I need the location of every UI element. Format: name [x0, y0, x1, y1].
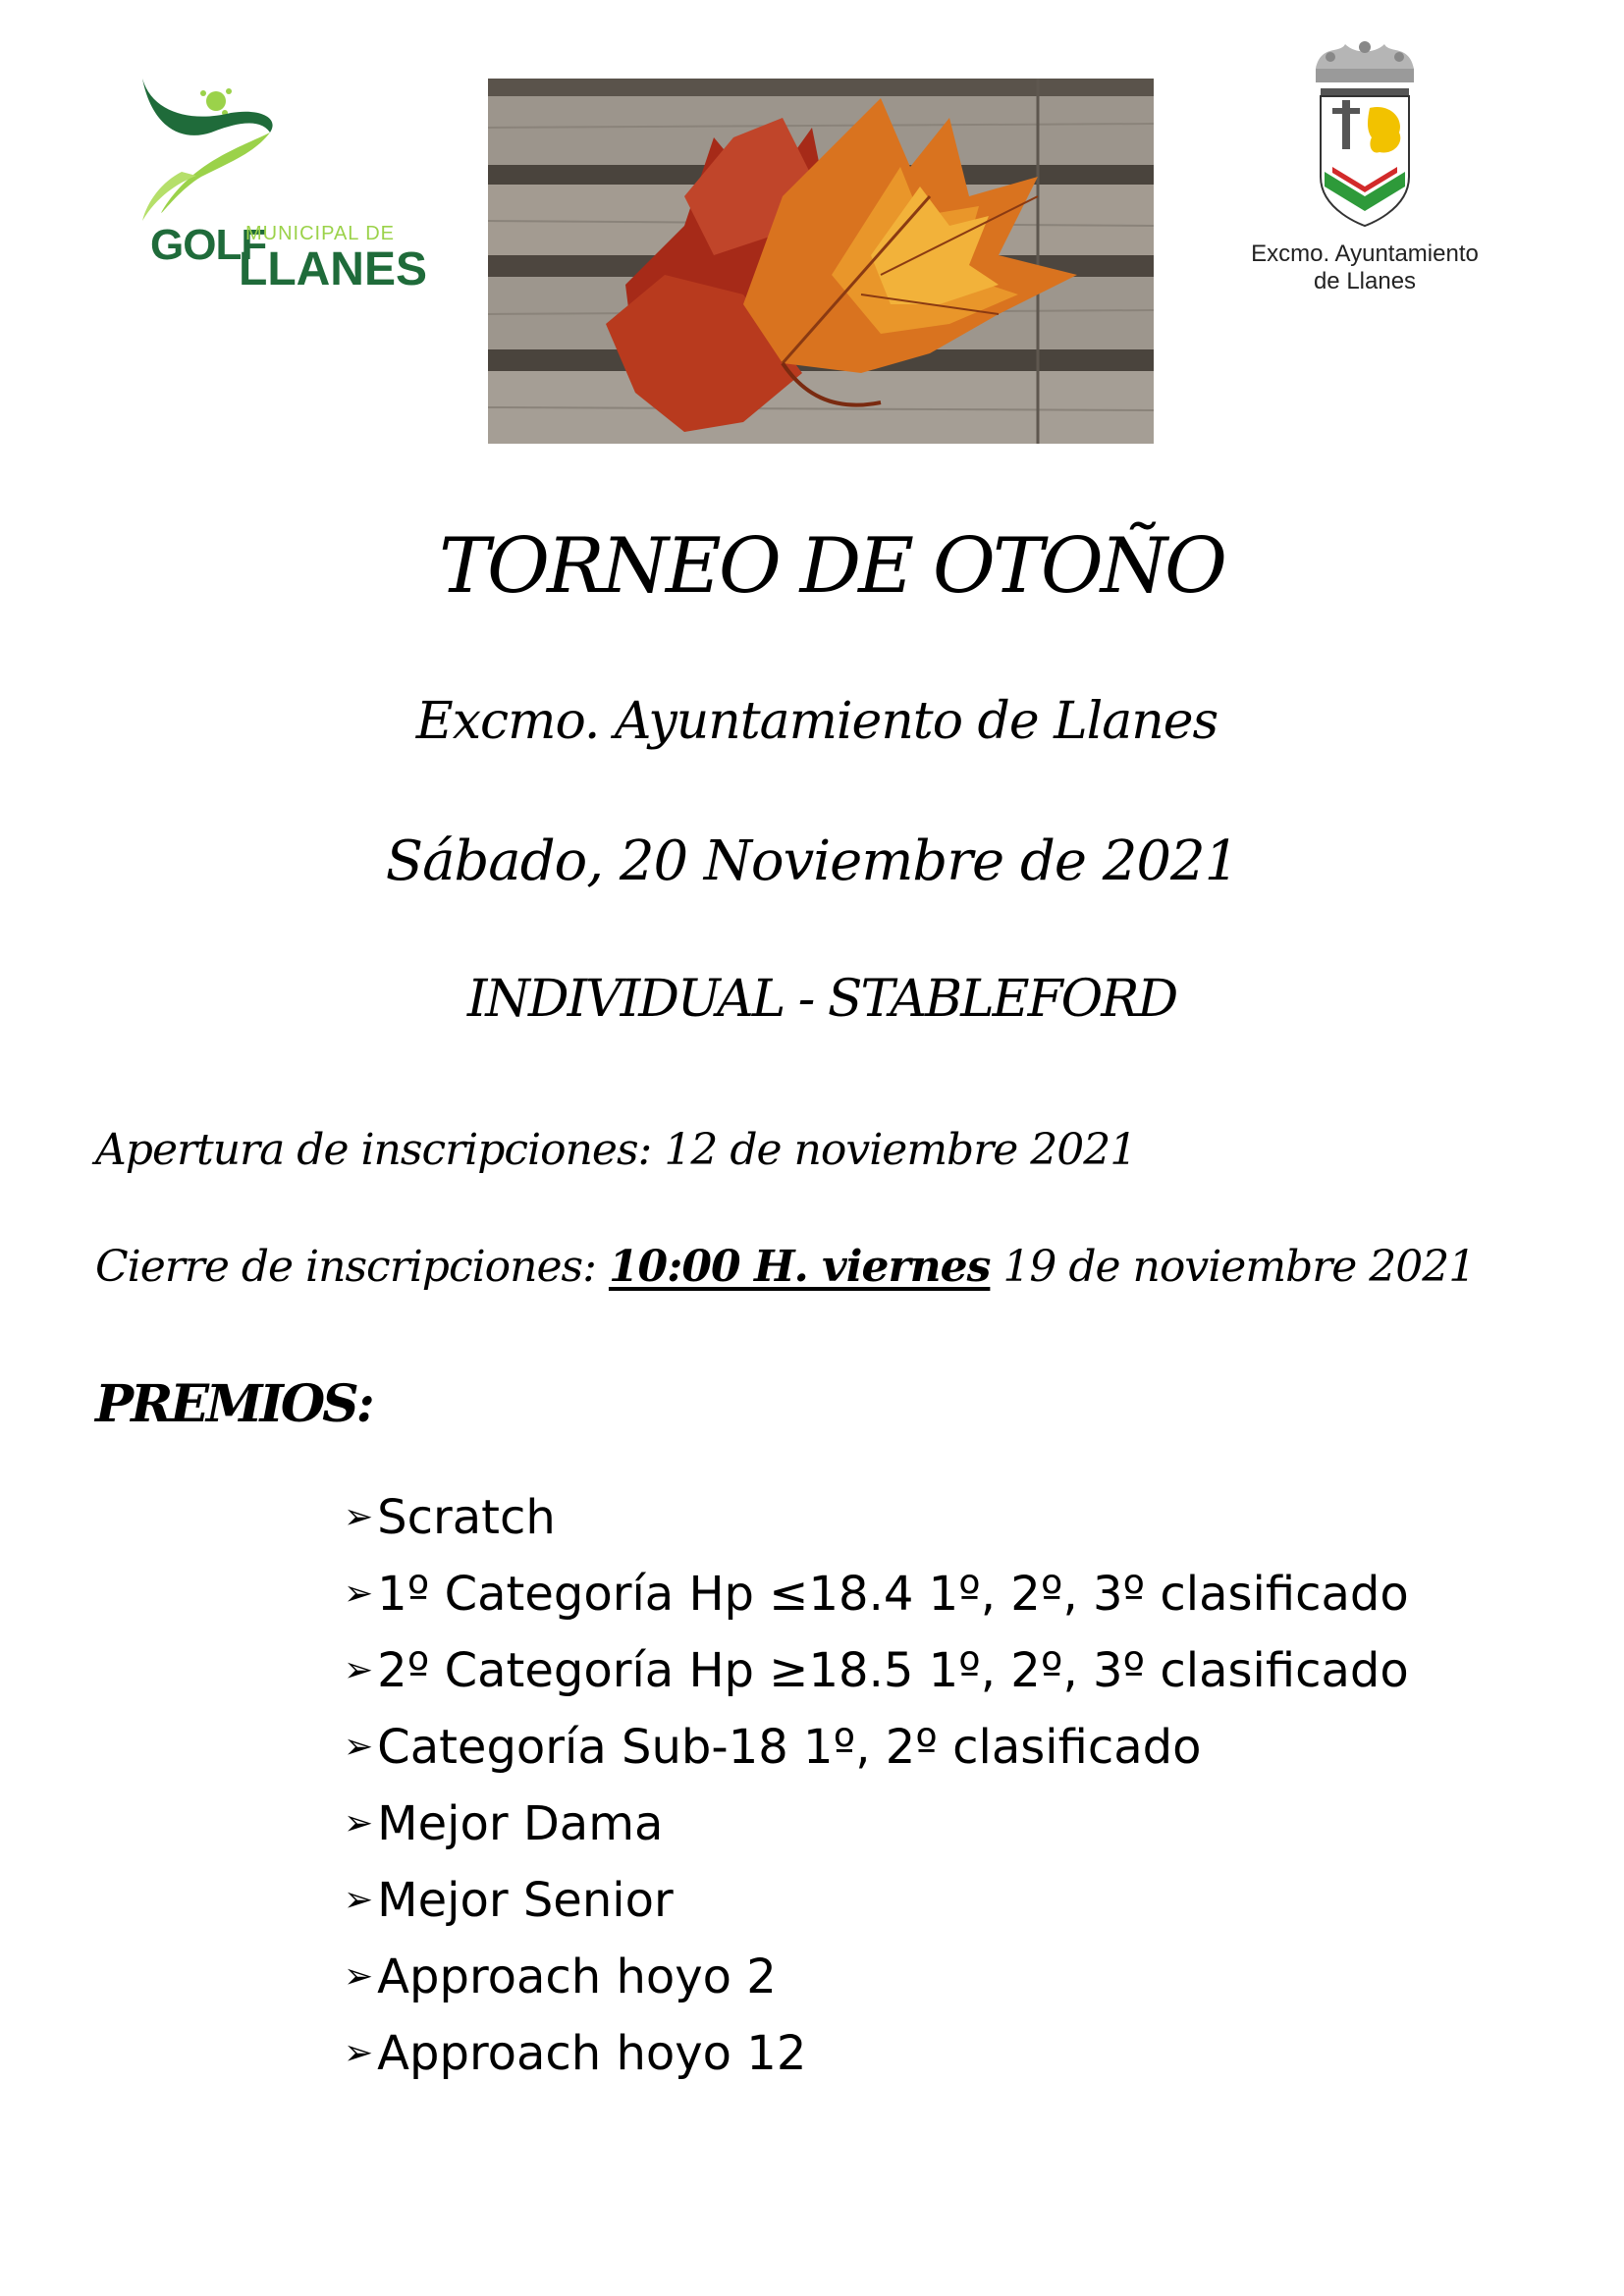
prize-list	[344, 1479, 1409, 2092]
council-caption	[1218, 240, 1512, 295]
arrowhead-bullet-icon: ➢	[344, 1956, 374, 1997]
prize-item-best-lady	[344, 1786, 1409, 1862]
prize-item-scratch	[344, 1479, 1409, 1556]
prize-item-category-2	[344, 1632, 1409, 1709]
registration-closing-label: Cierre de inscripciones:	[95, 1242, 609, 1292]
arrowhead-bullet-icon: ➢	[344, 1803, 374, 1843]
arrowhead-bullet-icon: ➢	[344, 1497, 374, 1537]
prize-item-category-1	[344, 1556, 1409, 1632]
prize-item-label: Mejor Senior	[377, 1873, 674, 1928]
arrowhead-bullet-icon: ➢	[344, 1650, 374, 1690]
prize-item-approach-2	[344, 1939, 1409, 2015]
registration-closing-date: 19 de noviembre 2021	[990, 1242, 1476, 1292]
council-caption-line2: de Llanes	[1313, 268, 1417, 294]
tournament-title: TORNEO DE OTOÑO	[438, 522, 1224, 611]
arrowhead-bullet-icon: ➢	[344, 1880, 374, 1920]
registration-opening: Apertura de inscripciones: 12 de noviembre 2021	[95, 1125, 1137, 1175]
registration-closing	[95, 1242, 1475, 1292]
council-caption-line1: Excmo. Ayuntamiento	[1251, 240, 1479, 267]
event-date: Sábado, 20 Noviembre de 2021	[385, 829, 1239, 893]
prize-item-label: 1º Categoría Hp ≤18.4 1º, 2º, 3º clasificado	[377, 1567, 1409, 1622]
prize-item-label: 2º Categoría Hp ≥18.5 1º, 2º, 3º clasificado	[377, 1643, 1409, 1698]
coat-of-arms-icon	[1311, 39, 1419, 236]
golf-logo-word-llanes: LLANES	[239, 243, 427, 295]
prize-item-label: Approach hoyo 2	[377, 1949, 777, 2004]
prize-item-approach-12	[344, 2015, 1409, 2092]
golf-logo-word-golf: GOLF	[150, 221, 267, 269]
organizer-line: Excmo. Ayuntamiento de Llanes	[415, 692, 1218, 751]
council-coat-of-arms-logo	[1218, 39, 1512, 314]
autumn-leaves-photo	[488, 79, 1154, 444]
golfer-swoosh-icon	[123, 74, 378, 231]
arrowhead-bullet-icon: ➢	[344, 2033, 374, 2073]
arrowhead-bullet-icon: ➢	[344, 1574, 374, 1614]
golf-municipal-llanes-logo	[123, 74, 427, 309]
autumn-leaves-image	[488, 79, 1154, 444]
prize-item-label: Scratch	[377, 1490, 556, 1545]
registration-closing-deadline: 10:00 H. viernes	[608, 1242, 991, 1292]
prize-item-label: Approach hoyo 12	[377, 2026, 807, 2081]
prize-item-label: Mejor Dama	[377, 1796, 664, 1851]
golf-logo-word-municipal: MUNICIPAL DE	[245, 223, 396, 244]
arrowhead-bullet-icon: ➢	[344, 1727, 374, 1767]
game-modality: INDIVIDUAL - STABLEFORD	[466, 970, 1177, 1029]
prize-item-label: Categoría Sub-18 1º, 2º clasificado	[377, 1720, 1202, 1775]
prize-item-best-senior	[344, 1862, 1409, 1939]
prize-item-sub18	[344, 1709, 1409, 1786]
prizes-heading: PREMIOS:	[95, 1374, 372, 1434]
